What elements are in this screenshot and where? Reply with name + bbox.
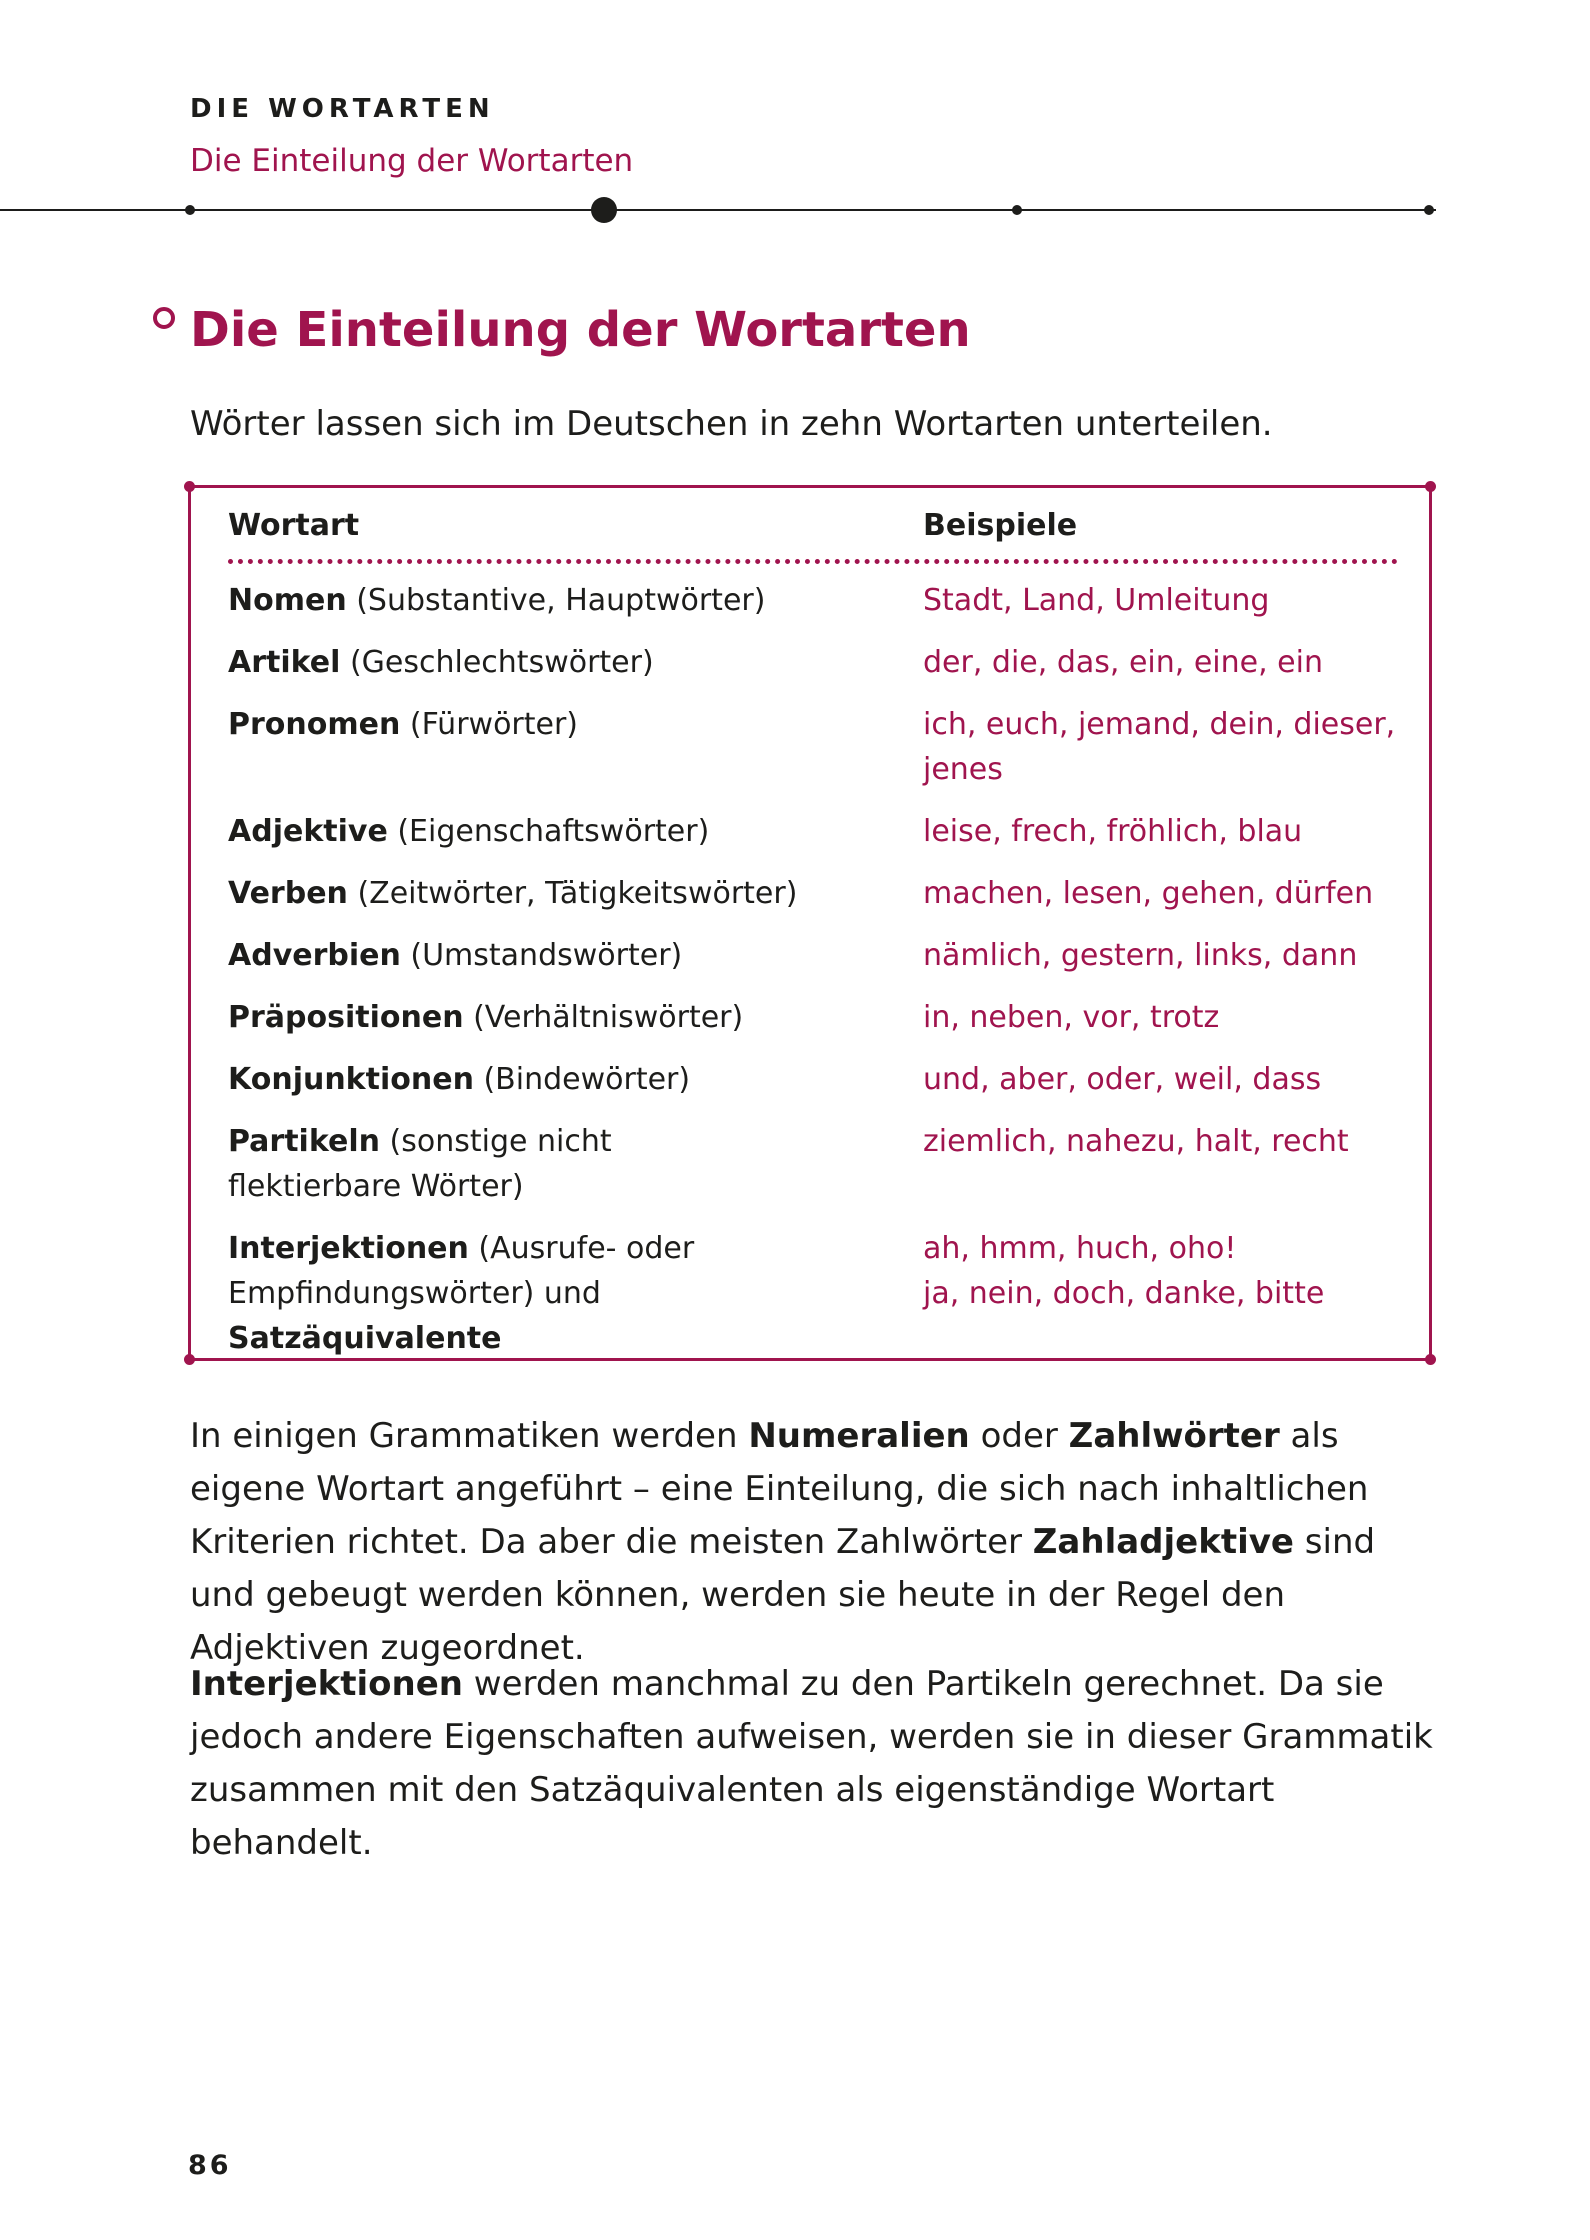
- table-row: [228, 578, 1398, 623]
- running-head-section: Die Einteilung der Wortarten: [190, 143, 634, 179]
- wortart-cell: [228, 809, 923, 854]
- beispiele-cell: ich, euch, jemand, dein, dieser, jenes: [923, 707, 1396, 787]
- paragraph-numeralien: [190, 1410, 1440, 1675]
- table-row: [228, 995, 1398, 1040]
- wortart-cell: [228, 640, 923, 685]
- header-rule-dot-large: [591, 197, 617, 223]
- wortart-cell: [228, 578, 923, 623]
- table-body: [228, 578, 1398, 1378]
- paragraph-text: oder: [969, 1416, 1069, 1456]
- running-head-chapter: DIE WORTARTEN: [190, 94, 495, 124]
- wortart-gloss: (Umstandswörter): [400, 938, 683, 973]
- paragraph-bold-term: Interjektionen: [190, 1664, 463, 1704]
- wortart-term: Nomen: [228, 583, 347, 618]
- table-row: [228, 702, 1398, 792]
- wortart-cell: [228, 1119, 923, 1209]
- paragraph-interjektionen: [190, 1658, 1440, 1870]
- wortart-cell: [228, 995, 923, 1040]
- wortart-term: Pronomen: [228, 707, 401, 742]
- section-title: Die Einteilung der Wortarten: [190, 302, 971, 358]
- table-corner: [184, 481, 195, 492]
- beispiele-cell: leise, frech, fröhlich, blau: [923, 814, 1303, 849]
- wortart-term: Konjunktionen: [228, 1062, 474, 1097]
- beispiele-cell: machen, lesen, gehen, dürfen: [923, 876, 1374, 911]
- table-row: [228, 1119, 1398, 1209]
- beispiele-cell: ziemlich, nahezu, halt, recht: [923, 1124, 1349, 1159]
- table-header-divider: [228, 559, 1398, 564]
- wortart-gloss: (Zeitwörter, Tätigkeitswörter): [347, 876, 798, 911]
- header-rule: [0, 209, 1436, 211]
- paragraph-text: sind und gebeugt werden können, werden sie heute in der Regel den Adjektiven zugeordnet.: [190, 1522, 1376, 1668]
- beispiele-cell: und, aber, oder, weil, dass: [923, 1062, 1322, 1097]
- wortart-cell: [228, 1057, 923, 1102]
- wortart-cell: [228, 871, 923, 916]
- table-header-beispiele: Beispiele: [923, 508, 1078, 543]
- beispiele-cell: Stadt, Land, Umleitung: [923, 583, 1270, 618]
- paragraph-bold-term: Numeralien: [748, 1416, 970, 1456]
- wortart-term: Adverbien: [228, 938, 401, 973]
- beispiele-cell: der, die, das, ein, eine, ein: [923, 645, 1323, 680]
- table-row: [228, 809, 1398, 854]
- table-row: [228, 933, 1398, 978]
- wortart-term: Satzäquivalente: [228, 1321, 502, 1356]
- paragraph-text: In einigen Grammatiken werden: [190, 1416, 749, 1456]
- wortart-gloss: (Substantive, Hauptwörter): [346, 583, 766, 618]
- wortart-gloss: (Fürwörter): [400, 707, 579, 742]
- intro-text: Wörter lassen sich im Deutschen in zehn Wortarten unterteilen.: [190, 404, 1273, 444]
- wortart-gloss: (Geschlechtswörter): [340, 645, 654, 680]
- table-corner: [1425, 1354, 1436, 1365]
- wortart-term: Artikel: [228, 645, 341, 680]
- wortart-term: Präpositionen: [228, 1000, 464, 1035]
- title-ring-icon: [153, 307, 175, 329]
- wortart-term: Verben: [228, 876, 348, 911]
- header-rule-dot: [1012, 205, 1022, 215]
- wortart-gloss: (Bindewörter): [473, 1062, 691, 1097]
- table-row: [228, 1226, 1398, 1361]
- wortarten-table: [188, 485, 1432, 1361]
- wortart-gloss: (Ausrufe- oder Empfindungswörter) und: [228, 1231, 695, 1311]
- beispiele-cell: nämlich, gestern, links, dann: [923, 938, 1358, 973]
- wortart-cell: [228, 933, 923, 978]
- beispiele-line: ah, hmm, huch, oho!: [923, 1231, 1237, 1266]
- table-corner: [1425, 481, 1436, 492]
- paragraph-text: als eigene Wortart angeführt – eine Einteilung, die sich nach inhaltlichen Kriterien richtet. Da aber die meisten Zahlwörter: [190, 1416, 1369, 1562]
- paragraph-bold-term: Zahladjektive: [1032, 1522, 1294, 1562]
- wortart-term: Interjektionen: [228, 1231, 469, 1266]
- wortart-gloss: (Verhältniswörter): [463, 1000, 744, 1035]
- wortart-gloss: (sonstige nicht flektierbare Wörter): [228, 1124, 612, 1204]
- page-number: 86: [188, 2150, 232, 2181]
- table-corner: [184, 1354, 195, 1365]
- wortart-cell: [228, 702, 923, 792]
- header-rule-dot: [1424, 205, 1434, 215]
- wortart-term: Partikeln: [228, 1124, 380, 1159]
- table-header-wortart: Wortart: [228, 508, 360, 543]
- beispiele-cell: in, neben, vor, trotz: [923, 1000, 1220, 1035]
- header-rule-dot: [185, 205, 195, 215]
- wortart-gloss: (Eigenschaftswörter): [387, 814, 710, 849]
- table-row: [228, 640, 1398, 685]
- wortart-cell: [228, 1226, 923, 1361]
- beispiele-line: ja, nein, doch, danke, bitte: [923, 1276, 1325, 1311]
- beispiele-cell: [923, 1226, 1398, 1361]
- table-row: [228, 871, 1398, 916]
- table-row: [228, 1057, 1398, 1102]
- paragraph-bold-term: Zahlwörter: [1068, 1416, 1280, 1456]
- wortart-term: Adjektive: [228, 814, 388, 849]
- paragraph-text: werden manchmal zu den Partikeln gerechnet. Da sie jedoch andere Eigenschaften aufweisen, werden sie in dieser Grammatik zusammen mit den Satzäquivalenten als eigenständige Wortart behandelt.: [190, 1664, 1433, 1863]
